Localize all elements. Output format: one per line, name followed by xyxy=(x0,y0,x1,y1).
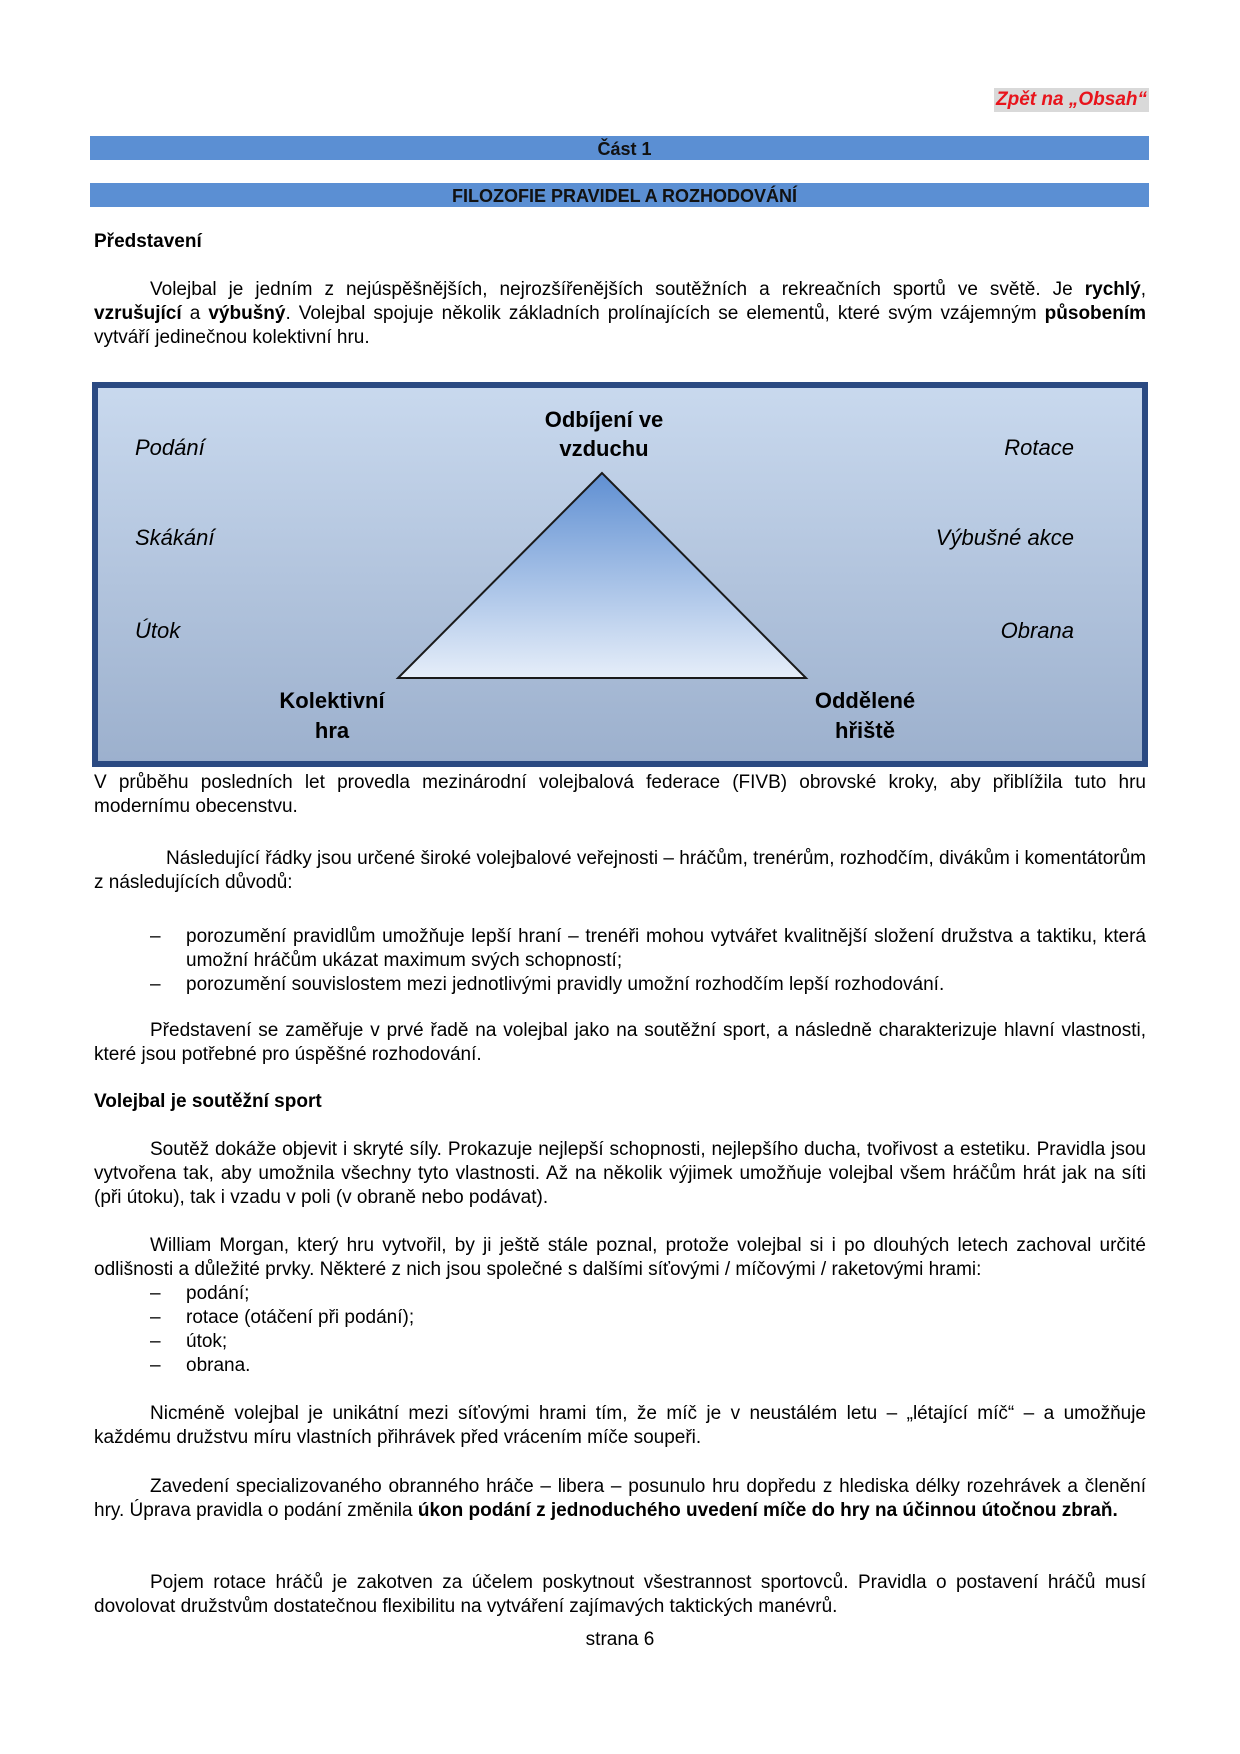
part-label: Část 1 xyxy=(597,139,652,159)
diagram-left-item: Útok xyxy=(135,618,181,643)
audience-paragraph: Následující řádky jsou určené široké volejbalové veřejnosti – hráčům, trenérům, rozhodčím, divákům i komentátorům z následujících důvodů: xyxy=(94,848,1146,893)
page-number: strana 6 xyxy=(585,1629,655,1650)
diagram-top-line1: Odbíjení ve xyxy=(544,407,664,432)
libero-paragraph: Zavedení specializovaného obranného hráče – libera – posunulo hru dopředu z hlediska délky rozehrávek a členění hry. Úprava pravidla o podání změnila úkon podání z jednoduchého uvedení míče do hry na účinnou útočnou zbraň. xyxy=(94,1476,1146,1521)
list-item: – porozumění pravidlům umožňuje lepší hraní – trenéři mohou vytvářet kvalitnější složení družstva a taktiku, která umožní hráčům ukázat maximum svých schopností; xyxy=(150,926,1146,971)
diagram-bottom-right-line2: hřiště xyxy=(835,718,895,743)
diagram-bottom-right-line1: Oddělené xyxy=(814,688,916,713)
fivb-paragraph: V průběhu posledních let provedla mezinárodní volejbalová federace (FIVB) obrovské kroky, aby přiblížila tuto hru modernímu obecenstvu. xyxy=(94,772,1146,817)
diagram-bottom-left-line1: Kolektivní xyxy=(279,688,385,713)
diagram-left-item: Skákání xyxy=(135,525,215,550)
diagram-left-item: Podání xyxy=(135,435,205,460)
title-band xyxy=(90,183,1149,207)
rotation-paragraph: Pojem rotace hráčů je zakotven za účelem poskytnout všestrannost sportovců. Pravidla o postavení hráčů musí dovolovat družstvům dostatečnou flexibilitu na vytváření zajímavých taktických manévrů. xyxy=(94,1572,1146,1617)
diagram-right-item: Rotace xyxy=(1004,435,1074,460)
part-band xyxy=(90,136,1149,160)
diagram-bottom-left-line2: hra xyxy=(314,718,350,743)
diagram-top-line2: vzduchu xyxy=(559,436,649,461)
volleyball-elements-diagram xyxy=(92,382,1148,767)
flying-ball-paragraph: Nicméně volejbal je unikátní mezi síťovými hrami tím, že míč je v neustálém letu – „létající míč“ – a umožňuje každému družstvu míru vlastních přihrávek před vrácením míče soupeři. xyxy=(94,1403,1146,1448)
morgan-paragraph: William Morgan, který hru vytvořil, by ji ještě stále poznal, protože volejbal si i po dlouhých letech zachoval určité odlišnosti a důležité prvky. Některé z nich jsou společné s dalšími síťovými / míčovými / raketovými hrami: xyxy=(94,1235,1146,1280)
back-to-contents-link[interactable]: Zpět na „Obsah“ xyxy=(996,89,1147,110)
list-item: – podání; xyxy=(150,1283,250,1304)
section-heading: Volejbal je soutěžní sport xyxy=(94,1091,322,1112)
intro-focus-paragraph: Představení se zaměřuje v prvé řadě na volejbal jako na soutěžní sport, a následně charakterizuje hlavní vlastnosti, které jsou potřebné pro úspěšné rozhodování. xyxy=(94,1020,1146,1065)
list-item: – porozumění souvislostem mezi jednotlivými pravidly umožní rozhodčím lepší rozhodování. xyxy=(150,974,945,995)
intro-heading: Představení xyxy=(94,231,202,252)
list-item: – rotace (otáčení při podání); xyxy=(150,1307,415,1328)
diagram-right-item: Výbušné akce xyxy=(935,525,1074,550)
elements-list xyxy=(94,1282,1146,1378)
part-title: FILOZOFIE PRAVIDEL A ROZHODOVÁNÍ xyxy=(451,186,797,206)
list-item: – útok; xyxy=(150,1331,228,1352)
diagram-right-item: Obrana xyxy=(1000,618,1074,643)
intro-paragraph: Volejbal je jedním z nejúspěšnějších, nejrozšířenějších soutěžních a rekreačních sportů ve světě. Je rychlý, vzrušující a výbušný. Volejbal spojuje několik základních prolínajících se elementů, které svým vzájemným působením vytváří jedinečnou kolektivní hru. xyxy=(94,279,1147,348)
competition-paragraph: Soutěž dokáže objevit i skryté síly. Prokazuje nejlepší schopnosti, nejlepšího ducha, tvořivost a estetiku. Pravidla jsou vytvořena tak, aby umožnila všechny tyto vlastnosti. Až na několik výjimek umožňuje volejbal všem hráčům hrát jak na síti (při útoku), tak i vzadu v poli (v obraně nebo podávat). xyxy=(94,1139,1146,1208)
reasons-list xyxy=(94,925,1146,997)
list-item: – obrana. xyxy=(150,1355,251,1376)
